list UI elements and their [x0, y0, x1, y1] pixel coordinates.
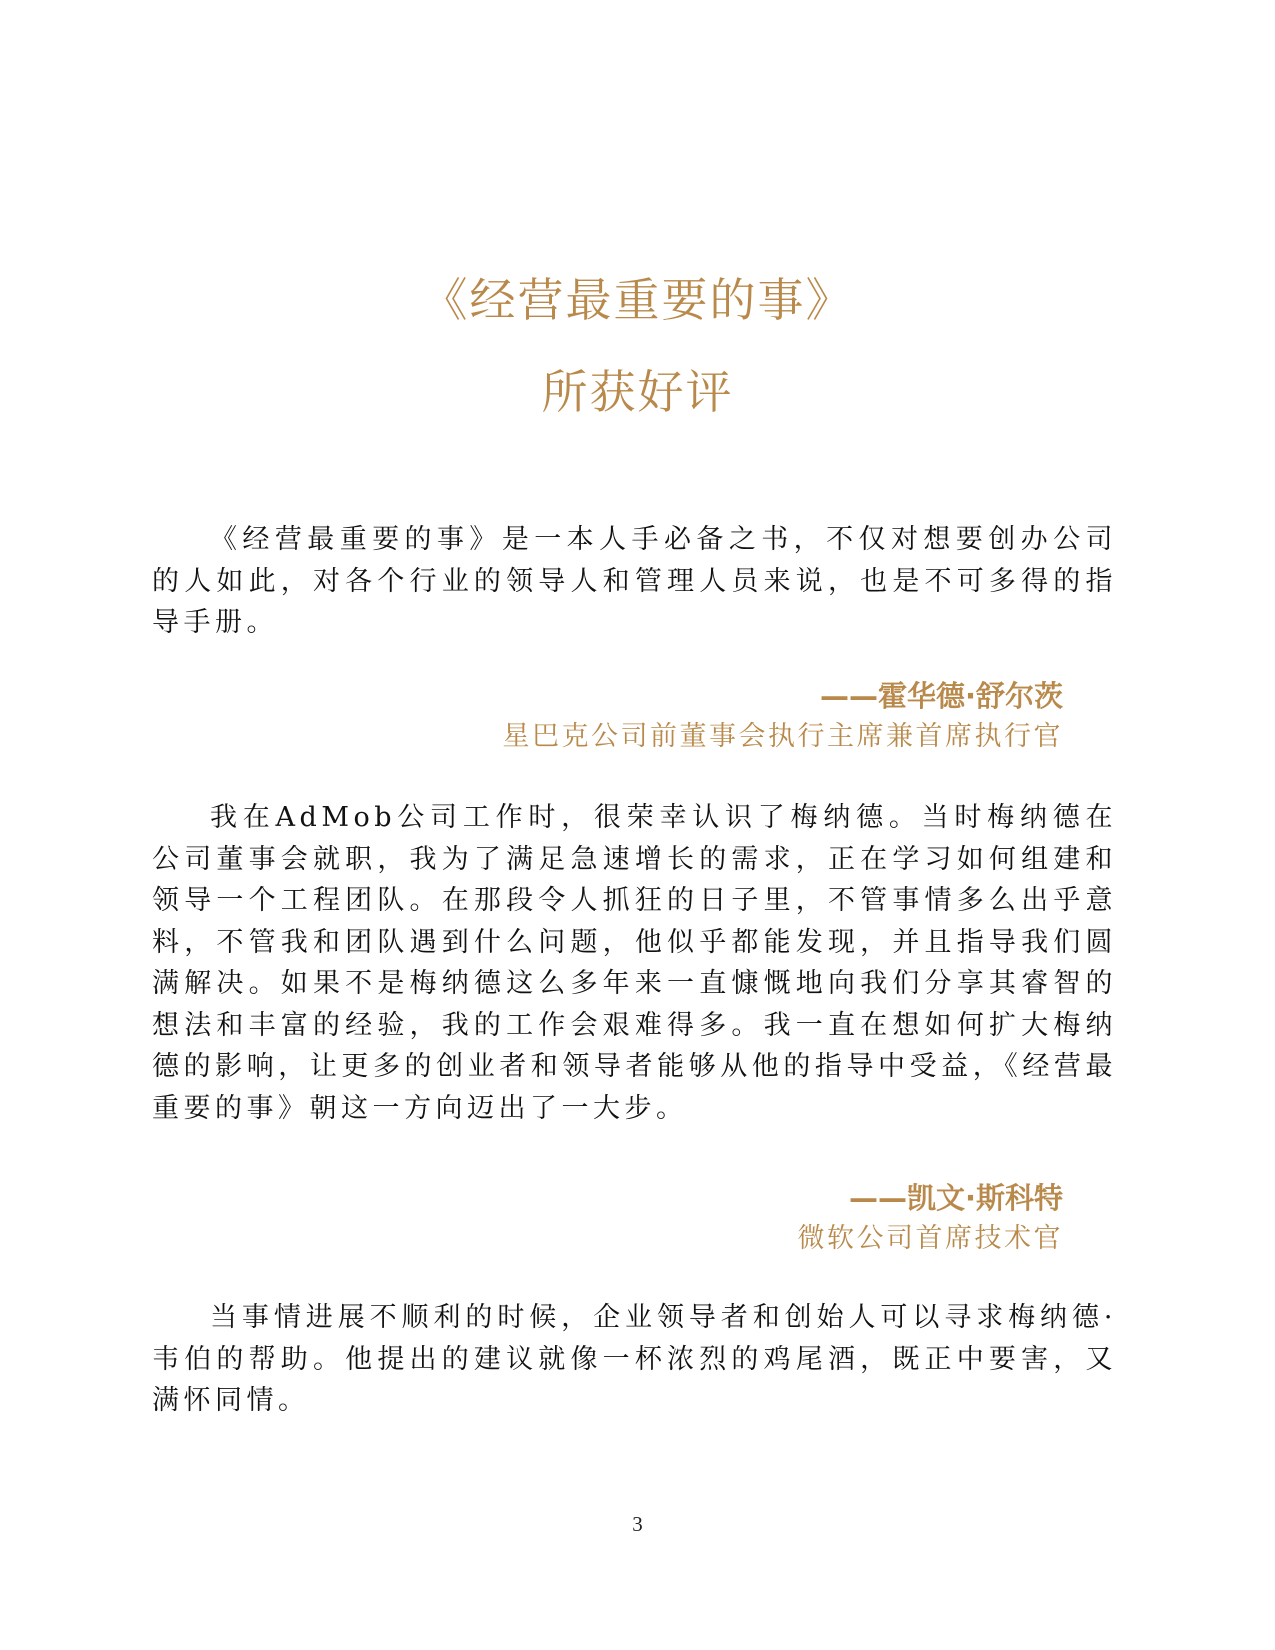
page-number: 3 — [632, 1512, 643, 1536]
review-text: 《经营最重要的事》是一本人手必备之书，不仅对想要创办公司的人如此，对各个行业的领导人和管理人员来说，也是不可多得的指导手册。 — [152, 524, 1117, 638]
review-author-role: 微软公司首席技术官 — [797, 1223, 1063, 1254]
book-title: 《经营最重要的事》 — [421, 273, 854, 327]
review-author-role: 星巴克公司前董事会执行主席兼首席执行官 — [502, 721, 1063, 752]
review-author: ——凯文·斯科特 — [848, 1181, 1063, 1215]
section-heading: 所获好评 — [541, 365, 734, 419]
review-author: ——霍华德·舒尔茨 — [819, 679, 1063, 713]
review-text: 当事情进展不顺利的时候，企业领导者和创始人可以寻求梅纳德·韦伯的帮助。他提出的建议就像一杯浓烈的鸡尾酒，既正中要害，又满怀同情。 — [152, 1302, 1117, 1416]
review-text: 我在AdMob公司工作时，很荣幸认识了梅纳德。当时梅纳德在公司董事会就职，我为了满足急速增长的需求，正在学习如何组建和领导一个工程团队。在那段令人抓狂的日子里，不管事情多么出乎意料，不管我和团队遇到什么问题，他似乎都能发现，并且指导我们圆满解决。如果不是梅纳德这么多年来一直慷慨地向我们分享其睿智的想法和丰富的经验，我的工作会艰难得多。我一直在想如何扩大梅纳德的影响，让更多的创业者和领导者能够从他的指导中受益，《经营最重要的事》朝这一方向迈出了一大步。 — [152, 802, 1117, 1124]
